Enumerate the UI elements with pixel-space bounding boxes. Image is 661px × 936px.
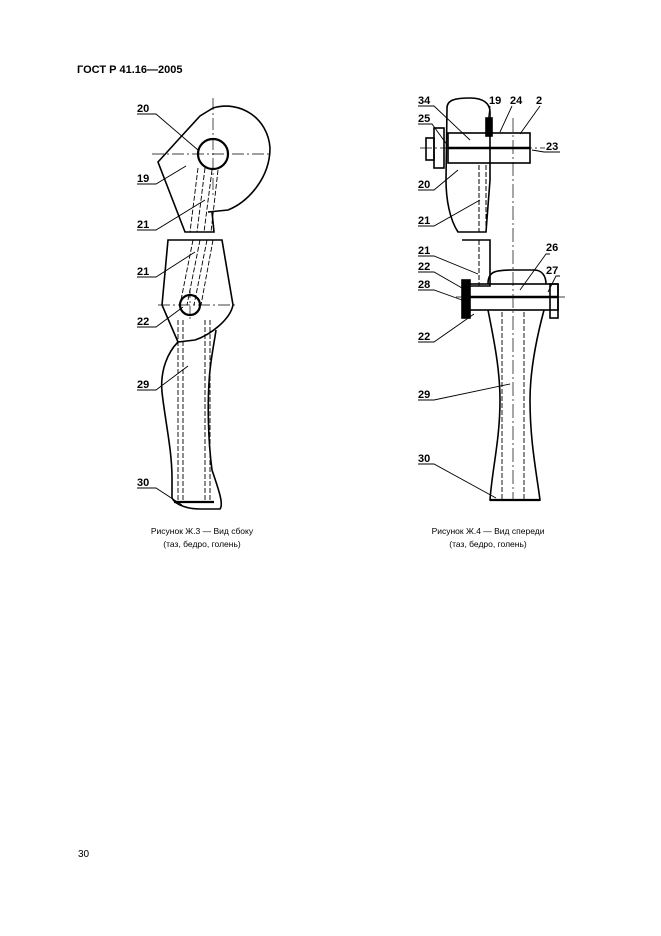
- caption-front-subtitle: (таз, бедро, голень): [449, 539, 527, 549]
- label-front-20: 20: [418, 179, 431, 191]
- label-side-30: 30: [137, 477, 150, 489]
- label-side-21a: 21: [137, 219, 150, 231]
- label-front-26: 26: [546, 242, 559, 254]
- label-front-34: 34: [418, 95, 431, 107]
- label-side-19: 19: [137, 173, 150, 185]
- label-front-23: 23: [546, 141, 559, 153]
- label-front-22b: 22: [418, 331, 431, 343]
- figure-front-view: [418, 98, 565, 500]
- pelvis-block: [446, 98, 490, 232]
- figure-side-view: [137, 98, 272, 509]
- caption-side-subtitle: (таз, бедро, голень): [163, 539, 241, 549]
- label-front-28: 28: [418, 279, 431, 291]
- shin-front: [488, 310, 544, 500]
- label-side-29: 29: [137, 379, 150, 391]
- hip-bracket: [486, 118, 492, 136]
- hip-nut: [426, 138, 434, 160]
- label-front-2: 2: [536, 95, 543, 107]
- pelvis-outline-front: [158, 108, 214, 232]
- femur-front: [479, 165, 486, 232]
- label-front-21b: 21: [418, 245, 431, 257]
- label-front-25: 25: [418, 113, 431, 125]
- label-front-21a: 21: [418, 215, 431, 227]
- label-front-22a: 22: [418, 261, 431, 273]
- label-front-27: 27: [546, 265, 559, 277]
- page-number: 30: [78, 849, 90, 860]
- label-side-22: 22: [137, 316, 150, 328]
- caption-side-view: [82, 525, 322, 551]
- shin-outline: [162, 330, 222, 509]
- thigh-outline: [162, 240, 233, 342]
- label-front-30: 30: [418, 453, 431, 465]
- label-front-24: 24: [510, 95, 523, 107]
- caption-front-title: Рисунок Ж.4 — Вид спереди: [431, 526, 545, 536]
- knee-flange-left: [462, 280, 470, 318]
- knee-flange-right: [550, 284, 558, 318]
- caption-front-view: [368, 525, 608, 551]
- front-leader-lines: [418, 106, 560, 498]
- label-side-20: 20: [137, 103, 150, 115]
- knee-housing: [488, 270, 546, 284]
- label-side-21b: 21: [137, 266, 150, 278]
- label-front-29: 29: [418, 389, 431, 401]
- shin-bars: [178, 320, 210, 502]
- pelvis-outline: [208, 106, 270, 212]
- label-front-19: 19: [489, 95, 502, 107]
- thigh-front: [462, 240, 490, 286]
- standard-header: ГОСТ Р 41.16—2005: [77, 64, 183, 76]
- caption-side-title: Рисунок Ж.3 — Вид сбоку: [150, 526, 254, 536]
